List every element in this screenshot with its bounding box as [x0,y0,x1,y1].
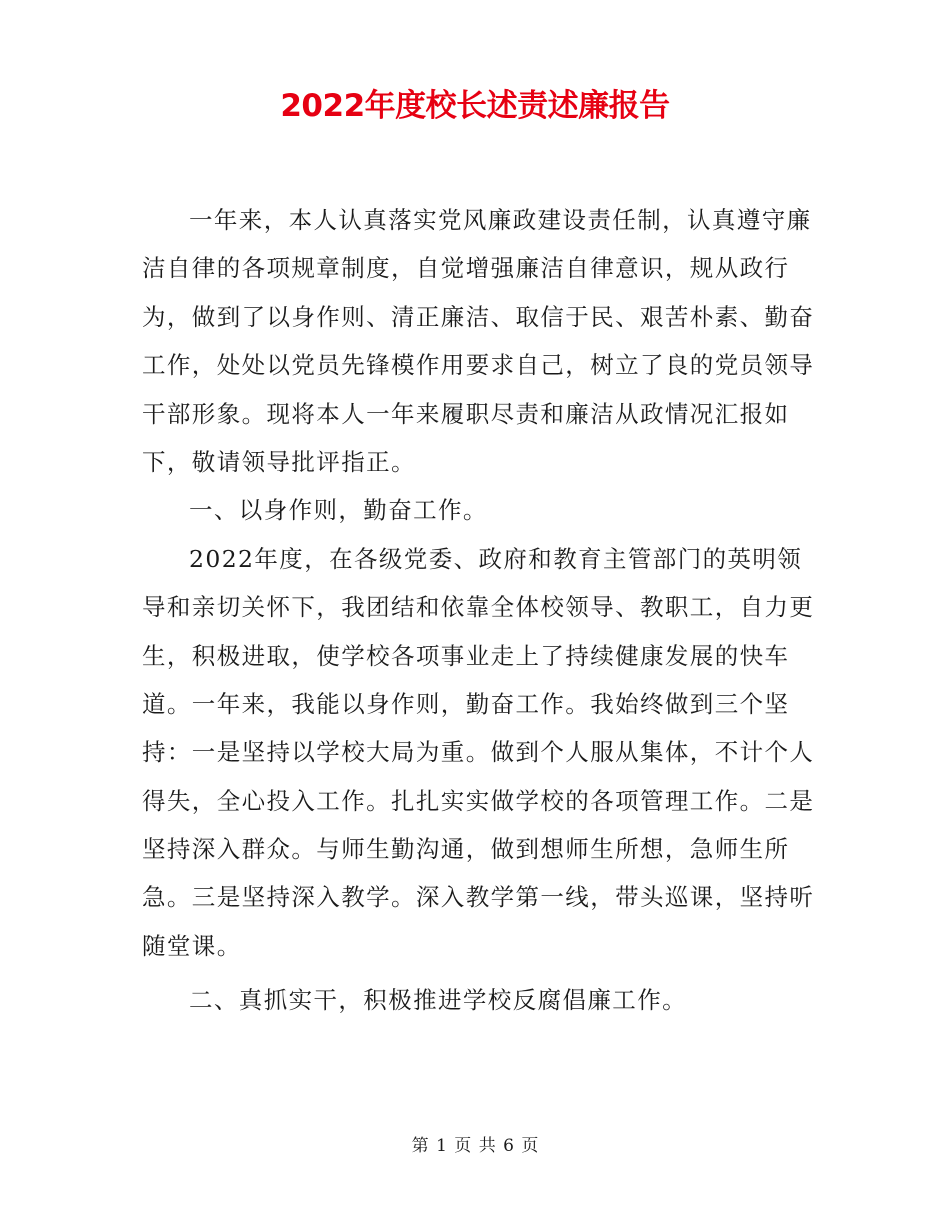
text-line: 道。一年来，我能以身作则，勤奋工作。我始终做到三个坚 [142,689,790,718]
text-line: 坚持深入群众。与师生勤沟通，做到想师生所想，急师生所 [142,835,790,864]
text-line: 2022年度，在各级党委、政府和教育主管部门的英明领 [189,544,803,573]
section-heading-text: 一、以身作则，勤奋工作。 [189,496,488,525]
page-number-footer: 第 1 页 共 6 页 [411,1136,539,1156]
paragraph-section-1 [142,535,815,971]
document-body [142,196,815,1025]
text-line: 干部形象。现将本人一年来履职尽责和廉洁从政情况汇报如 [142,399,790,428]
text-line: 急。三是坚持深入教学。深入教学第一线，带头巡课，坚持听 [142,883,815,912]
section-heading-2 [142,976,812,1024]
text-line: 一年来，本人认真落实党风廉政建设责任制，认真遵守廉 [189,206,812,234]
section-heading-1 [142,486,812,534]
text-line: 为，做到了以身作则、清正廉洁、取信于民、艰苦朴素、勤奋 [142,302,815,331]
paragraph-intro [142,196,815,486]
text-line: 洁自律的各项规章制度，自觉增强廉洁自律意识，规从政行 [142,254,790,283]
text-line: 生，积极进取，使学校各项事业走上了持续健康发展的快车 [142,641,790,670]
text-line: 持：一是坚持以学校大局为重。做到个人服从集体，不计个人 [142,738,815,767]
text-line: 下，敬请领导批评指正。 [142,447,416,476]
text-line: 导和亲切关怀下，我团结和依靠全体校领导、教职工，自力更 [142,593,815,622]
text-line: 得失，全心投入工作。扎扎实实做学校的各项管理工作。二是 [142,786,815,815]
document-title: 2022年度校长述责述廉报告 [280,88,670,124]
text-line: 工作，处处以党员先锋模作用要求自己，树立了良的党员领导 [142,351,815,380]
section-heading-text: 二、真抓实干，积极推进学校反腐倡廉工作。 [189,986,687,1015]
text-line: 随堂课。 [142,931,242,960]
